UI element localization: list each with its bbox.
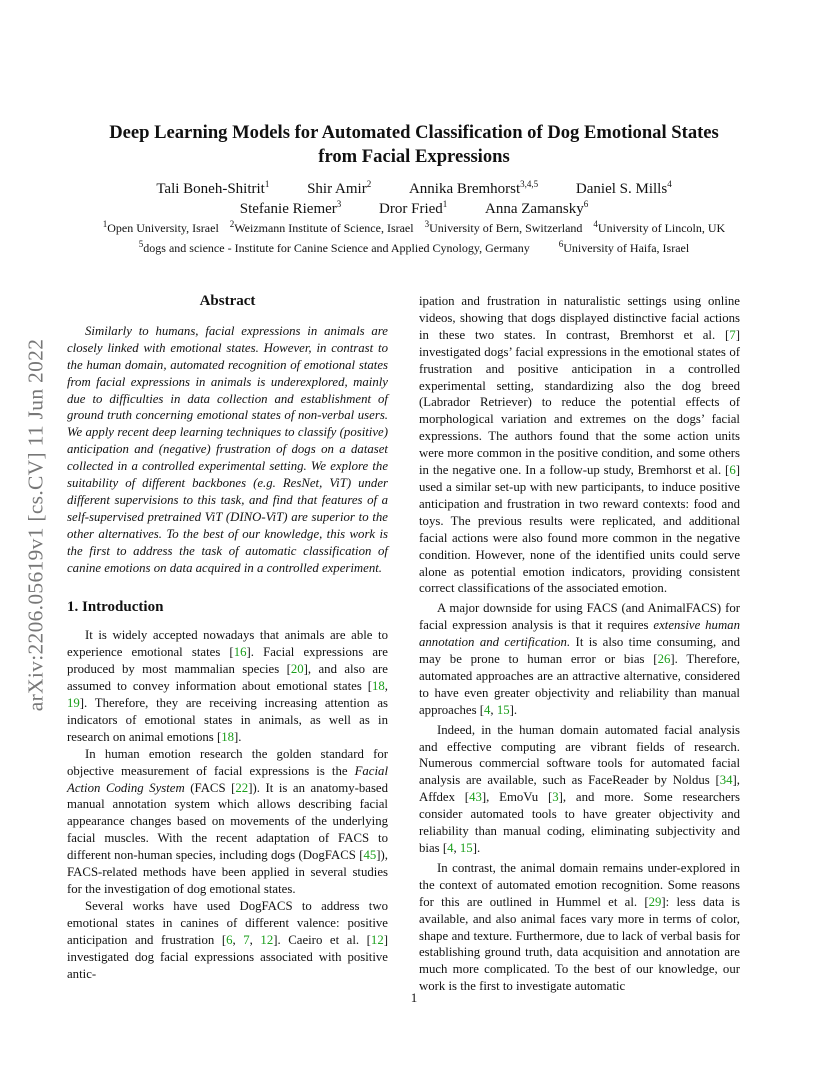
affiliation: $^2$Weizmann Institute of Science, Israel: [229, 219, 414, 235]
affiliation: $^3$University of Bern, Switzerland: [424, 219, 583, 235]
affiliation: $^6$University of Haifa, Israel: [558, 239, 690, 255]
citation-link[interactable]: 29: [648, 894, 662, 909]
authors-row-1: [60, 180, 768, 198]
paper-title: [60, 121, 768, 169]
citation-link[interactable]: 6: [729, 463, 736, 478]
abstract-text: Similarly to humans, facial expressions in animals are closely linked with emotional states. However, in contrast to the human domain, automated recognition of emotional states from facial expressions in animals is underexplored, mainly due to difficulties in data collection and establishment of ground truth concerning emotional states of non-verbal users. We apply recent deep learning techniques to classify (positive) anticipation and (negative) frustration of dogs on a dataset collected in a controlled experimental setting. We explore the suitability of different backbones (e.g. ResNet, ViT) under different supervisions to this task, and find that features of a self-supervised pretrained ViT (DINO-ViT) are superior to the other alternatives. To the best of our knowledge, this work is the first to address the task of automatic classification of canine emotions on data acquired in a controlled experiment.: [67, 323, 388, 575]
citation-link[interactable]: 26: [657, 652, 671, 667]
citation-link[interactable]: 19: [67, 696, 80, 711]
citation-link[interactable]: 20: [290, 662, 304, 677]
affiliations-row-1: [40, 221, 788, 236]
citation-link[interactable]: 34: [719, 773, 733, 788]
paragraph: ipation and frustration in naturalistic settings using online videos, showing that dogs displayed distinctive facial actions in these two states. In contrast, Bremhorst et al. [7] investigated dogs’ facial expressions in the emotional states of frustration and positive anticipation in a controlled experimental setting, standardizing also the dog breed (Labrador Retriever) to reduce the potential effects of morphological variation and extremes on the dogs’ facial expressions. The authors found that the some action units were more common in the positive condition, and some others in the negative one. In a follow-up study, Bremhorst et al. [6] used a similar set-up with new participants, to induce positive anticipation and frustration in two reward contexts: food and toys. The previous results were replicated, and additional facial actions were also found more common in the negative condition. However, none of the identified units could serve alone as potential emotion indicators, providing consistent correct classifications of the associated emotion.: [419, 294, 740, 596]
paragraph: In contrast, the animal domain remains under-explored in the context of automated emotion recognition. Some reasons for this are outlined in Hummel et al. [29]: less data is available, and also animal faces vary more in terms of color, shape and texture. Furthermore, due to lack of verbal basis for establishing ground truth, data acquisition and annotation are much more complicated. To the best of our knowledge, our work is the first to investigate automatic: [419, 860, 741, 994]
author: Annika Bremhorst$^{3,4,5}$: [408, 179, 539, 197]
affiliation: $^5$dogs and science - Institute for Canine Science and Applied Cynology, Germany: [138, 239, 530, 255]
left-column: [67, 293, 388, 982]
citation-link[interactable]: 3: [552, 790, 559, 805]
right-column: [419, 293, 740, 995]
paragraph: A major downside for using FACS (and AnimalFACS) for facial expression analysis is that it requires extensive human annotation and certification. It is also time consuming, and may be prone to human error or bias [26]. Therefore, automated approaches are an attractive alternative, considered to have even greater objectivity and reliability than manual approaches [4, 15].: [419, 601, 741, 717]
citation-link[interactable]: 15: [496, 702, 510, 717]
paragraph: Indeed, in the human domain automated facial analysis and effective computing are vibrant fields of research. Numerous commercial software tools for automated facial analysis are available, such as FaceReader by Noldus [34], Affdex [43], EmoVu [3], and more. Some researchers consider automated tools to have greater objectivity and reliability than manual coding, eliminating subjectivity and bias [4, 15].: [419, 722, 740, 855]
affiliation: $^1$Open University, Israel: [102, 219, 219, 235]
affiliation: $^4$University of Lincoln, UK: [593, 219, 726, 235]
author: Shir Amir$^2$: [307, 179, 372, 197]
author: Anna Zamansky$^6$: [485, 199, 589, 217]
author: Dror Fried$^1$: [379, 199, 448, 217]
citation-link[interactable]: 18: [372, 679, 385, 694]
citation-link[interactable]: 12: [260, 932, 274, 947]
citation-link[interactable]: 43: [469, 790, 482, 805]
citation-link[interactable]: 12: [370, 932, 384, 947]
citation-link[interactable]: 6: [226, 932, 233, 947]
citation-link[interactable]: 18: [221, 729, 235, 744]
paragraph: Several works have used DogFACS to address two emotional states in canines of different valence: positive anticipation and frustration [6, 7, 12]. Caeiro et al. [12] investigated dog facial expressions associated with positive antic-: [67, 898, 388, 981]
abstract-heading: Abstract: [199, 293, 256, 309]
citation-link[interactable]: 4: [447, 841, 454, 855]
affiliations-row-2: [40, 241, 788, 256]
authors-row-2: [60, 200, 768, 218]
paragraph: It is widely accepted nowadays that animals are able to experience emotional states [16]. Facial expressions are produced by most mammalian species [20], and also are assumed to convey information about emotional states [18, 19]. Therefore, they are receiving increasing attention as indicators of emotional states in animals, as well as in research on animal emotions [18].: [67, 628, 388, 744]
paragraph: In human emotion research the golden standard for objective measurement of facial expressions is the Facial Action Coding System (FACS [22]). It is an anatomy-based manual annotation system which allows describing facial appearance changes based on movements of the underlying facial muscles. With the recent adaptation of FACS to different non-human species, including dogs (DogFACS [45]), FACS-related methods have been applied in several studies for the investigation of dog emotional states.: [67, 746, 388, 896]
author: Tali Boneh-Shitrit$^1$: [156, 179, 270, 197]
citation-link[interactable]: 7: [729, 327, 736, 342]
author: Stefanie Riemer$^3$: [239, 199, 342, 217]
citation-link[interactable]: 22: [235, 780, 249, 795]
title-line-2: from Facial Expressions: [318, 146, 510, 167]
title-line-1: Deep Learning Models for Automated Classification of Dog Emotional States: [109, 122, 719, 143]
citation-link[interactable]: 45: [363, 848, 377, 863]
citation-link[interactable]: 4: [484, 702, 491, 717]
page-number: 1: [410, 990, 418, 1005]
arxiv-stamp-text: arXiv:2206.05619v1 [cs.CV] 11 Jun 2022: [23, 338, 48, 712]
arxiv-stamp: [22, 290, 50, 760]
citation-link[interactable]: 16: [233, 645, 247, 660]
citation-link[interactable]: 7: [243, 932, 250, 947]
citation-link[interactable]: 15: [459, 841, 473, 855]
section-heading-introduction: 1. Introduction: [67, 598, 164, 615]
author: Daniel S. Mills$^4$: [575, 179, 672, 197]
